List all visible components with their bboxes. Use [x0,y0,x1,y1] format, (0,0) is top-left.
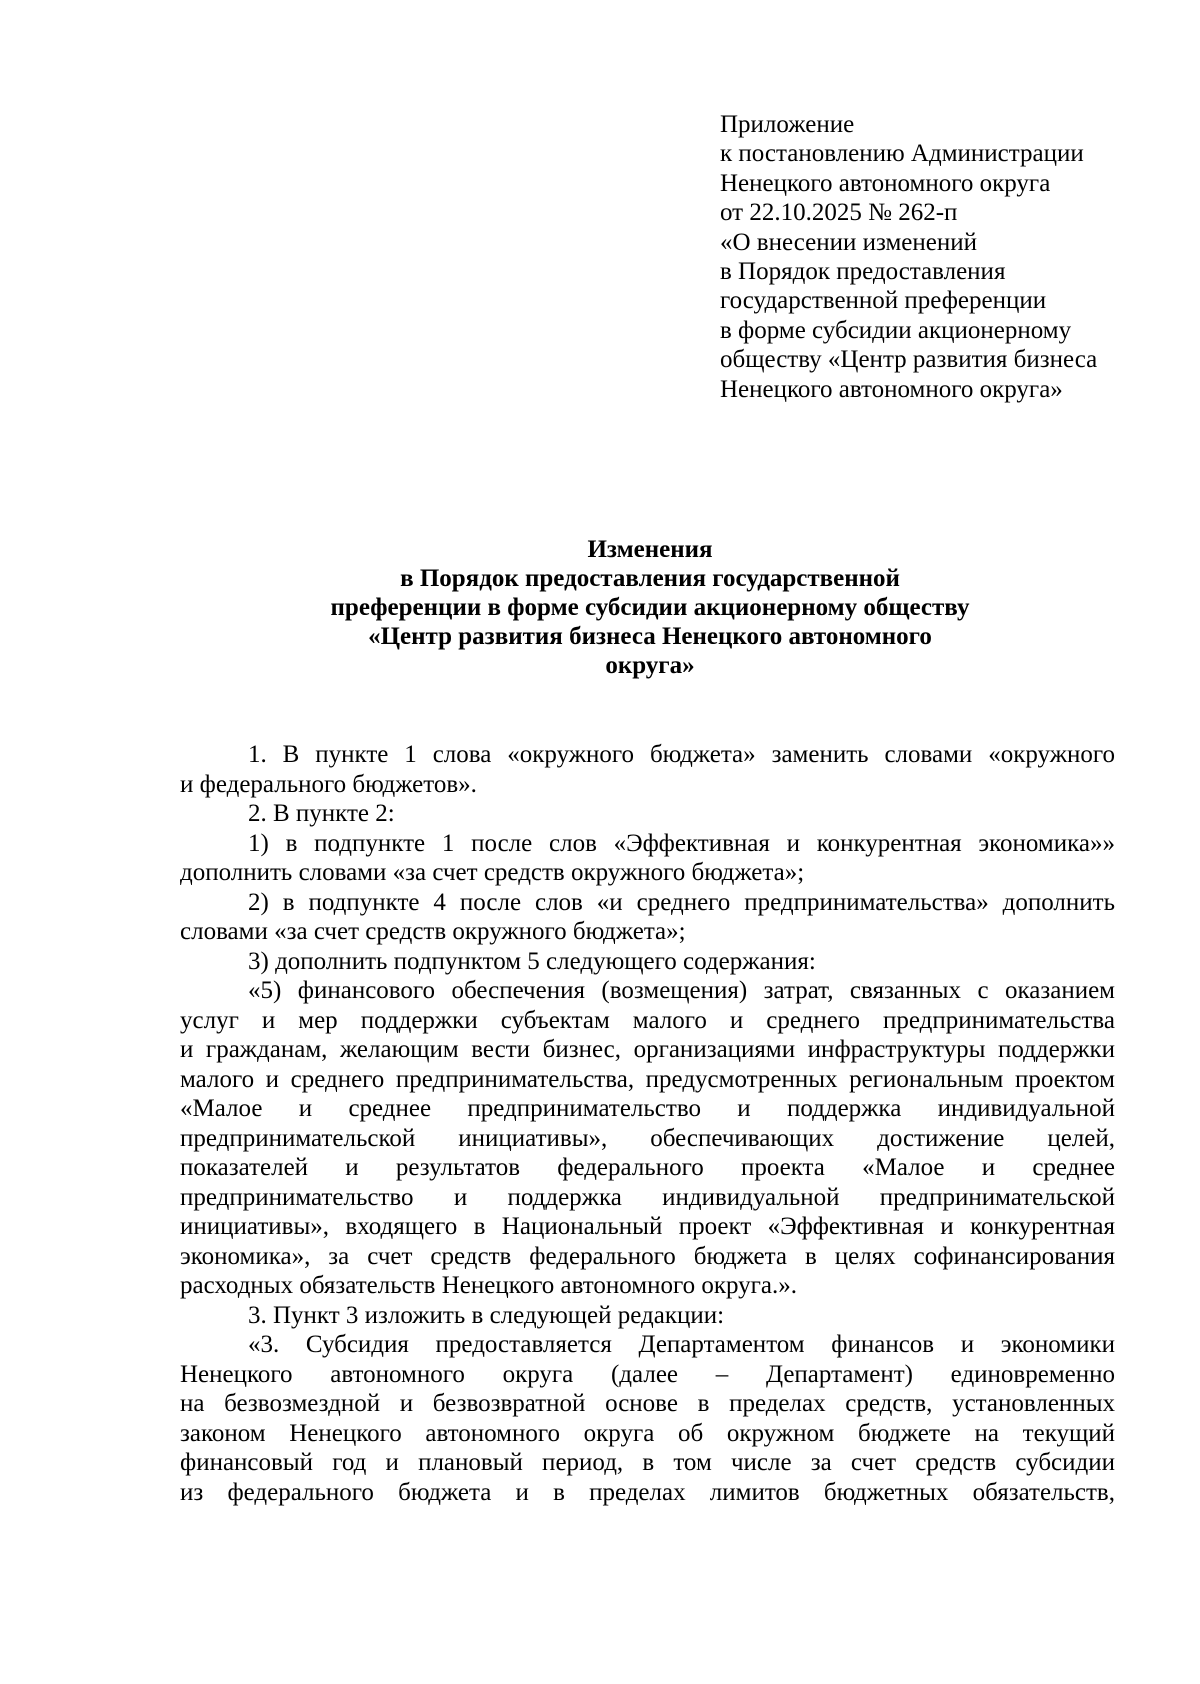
body-line: показателей и результатов федерального проекта «Малое и среднее [180,1154,1115,1181]
appendix-line: обществу «Центр развития бизнеса [720,346,1098,374]
body-line: экономика», за счет средств федерального бюджета в целях софинансирования [180,1242,1115,1270]
title-line: Изменения [587,536,713,563]
body-line: услуг и мер поддержки субъектам малого и среднего предпринимательства [180,1006,1115,1034]
body-line: Ненецкого автономного округа (далее – Департамент) единовременно [180,1360,1115,1388]
body-line: 2) в подпункте 4 после слов «и среднего предпринимательства» дополнить [248,888,1115,916]
appendix-line: Ненецкого автономного округа [720,169,1051,197]
body-line: «5) финансового обеспечения (возмещения) затрат, связанных с оказанием [248,977,1115,1004]
body-line: 2. В пункте 2: [248,800,395,827]
appendix-line: государственной преференции [720,287,1047,315]
document-body [180,740,1115,1507]
body-line: словами «за счет средств окружного бюджета»; [180,918,686,945]
body-line: 1) в подпункте 1 после слов «Эффективная и конкурентная экономика»» [248,829,1115,857]
title-line: в Порядок предоставления государственной [400,565,900,592]
body-line: на безвозмездной и безвозвратной основе в пределах средств, установленных [180,1390,1115,1417]
body-line: и гражданам, желающим вести бизнес, организациями инфраструктуры поддержки [180,1036,1115,1063]
body-line: 1. В пункте 1 слова «окружного бюджета» заменить словами «окружного [248,741,1115,768]
body-line: финансовый год и плановый период, в том числе за счет средств субсидии [180,1449,1115,1476]
title-line: «Центр развития бизнеса Ненецкого автономного [368,623,932,650]
appendix-line: в форме субсидии акционерному [720,316,1072,344]
body-line: «3. Субсидия предоставляется Департаментом финансов и экономики [248,1331,1115,1358]
appendix-line: от 22.10.2025 № 262-п [720,199,958,227]
body-line: инициативы», входящего в Национальный проект «Эффективная и конкурентная [180,1213,1115,1240]
body-line: из федерального бюджета и в пределах лимитов бюджетных обязательств, [180,1478,1115,1506]
appendix-line: Приложение [720,111,855,138]
appendix-line: к постановлению Администрации [720,140,1084,168]
appendix-line: Ненецкого автономного округа» [720,375,1063,403]
appendix-header [720,110,1160,404]
body-line: и федерального бюджетов». [180,770,477,798]
body-line: законом Ненецкого автономного округа об окружном бюджете на текущий [180,1419,1115,1447]
body-line: предпринимательской инициативы», обеспечивающих достижение целей, [180,1124,1115,1152]
body-line: «Малое и среднее предпринимательство и поддержка индивидуальной [180,1095,1115,1122]
appendix-line: в Порядок предоставления [720,258,1006,286]
title-line: преференции в форме субсидии акционерному обществу [330,594,970,621]
body-line: предпринимательство и поддержка индивидуальной предпринимательской [180,1183,1115,1211]
appendix-line: «О внесении изменений [720,228,978,256]
title-line: округа» [605,652,695,679]
document-title [180,535,1120,680]
body-line: дополнить словами «за счет средств окружного бюджета»; [180,859,805,886]
body-line: 3. Пункт 3 изложить в следующей редакции: [248,1301,725,1329]
body-line: расходных обязательств Ненецкого автономного округа.». [180,1272,798,1299]
body-line: малого и среднего предпринимательства, предусмотренных региональным проектом [180,1065,1115,1093]
body-line: 3) дополнить подпунктом 5 следующего содержания: [248,947,816,975]
